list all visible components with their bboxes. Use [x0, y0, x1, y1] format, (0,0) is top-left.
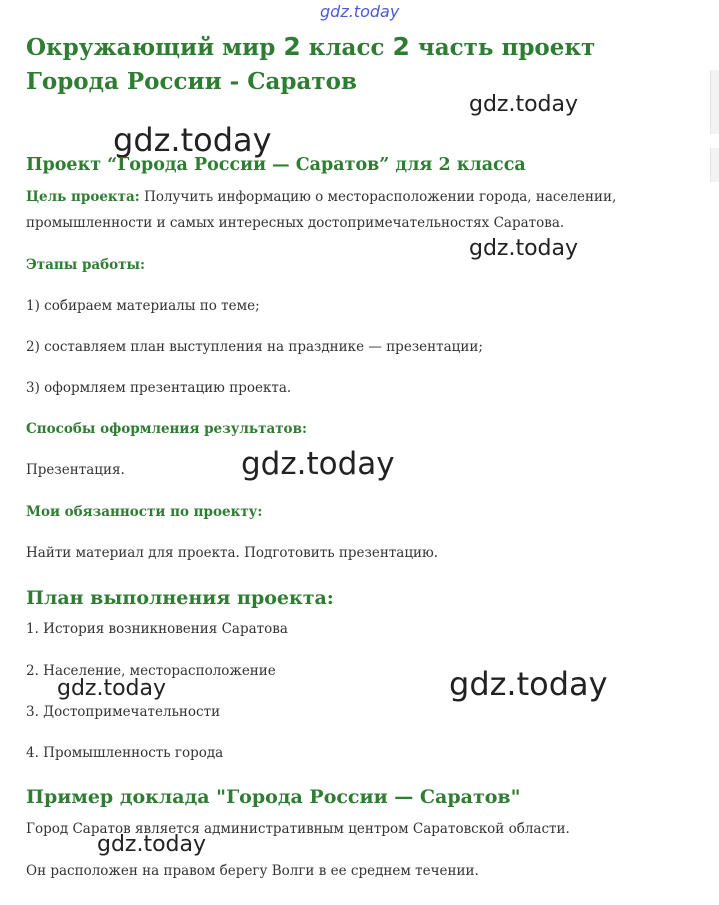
goal-text: Получить информацию о месторасположении города, населении, промышленности и самых интересных достопримечательностях Саратова.: [26, 189, 617, 231]
report-line: Он расположен на правом берегу Волги в ее среднем течении.: [26, 863, 479, 879]
plan-item: 1. История возникновения Саратова: [26, 621, 288, 637]
watermark: gdz.today: [113, 121, 272, 159]
watermark: gdz.today: [97, 832, 207, 857]
scrollbar-fragment-lower: [710, 148, 719, 182]
results-text: Презентация.: [26, 462, 125, 478]
results-label: Способы оформления результатов:: [26, 421, 307, 437]
plan-item: 3. Достопримечательности: [26, 704, 221, 720]
stages-label: Этапы работы:: [26, 257, 146, 273]
report-line: Город Саратов является административным центром Саратовской области.: [26, 821, 570, 837]
watermark: gdz.today: [57, 676, 167, 701]
plan-item: 4. Промышленность города: [26, 745, 224, 761]
scrollbar-fragment[interactable]: [710, 70, 719, 134]
plan-heading: План выполнения проекта:: [26, 587, 334, 609]
goal-paragraph: [26, 184, 646, 236]
watermark: gdz.today: [469, 236, 579, 261]
stage-item: 1) собираем материалы по теме;: [26, 298, 260, 314]
watermark-top: gdz.today: [320, 2, 400, 21]
stage-item: 3) оформляем презентацию проекта.: [26, 380, 292, 396]
goal-label: Цель проекта:: [26, 189, 140, 205]
watermark: gdz.today: [241, 446, 395, 482]
plan-item: 2. Население, месторасположение: [26, 663, 276, 679]
stage-item: 2) составляем план выступления на празднике — презентации;: [26, 339, 483, 355]
page-title: Окружающий мир 2 класс 2 часть проект Города России - Саратов: [26, 32, 596, 95]
duties-text: Найти материал для проекта. Подготовить презентацию.: [26, 545, 439, 561]
watermark: gdz.today: [469, 92, 579, 117]
duties-label: Мои обязанности по проекту:: [26, 504, 263, 520]
project-heading: Проект “Города России — Саратов” для 2 класса: [26, 155, 526, 175]
watermark: gdz.today: [449, 665, 608, 703]
report-heading: Пример доклада "Города России — Саратов": [26, 786, 521, 808]
